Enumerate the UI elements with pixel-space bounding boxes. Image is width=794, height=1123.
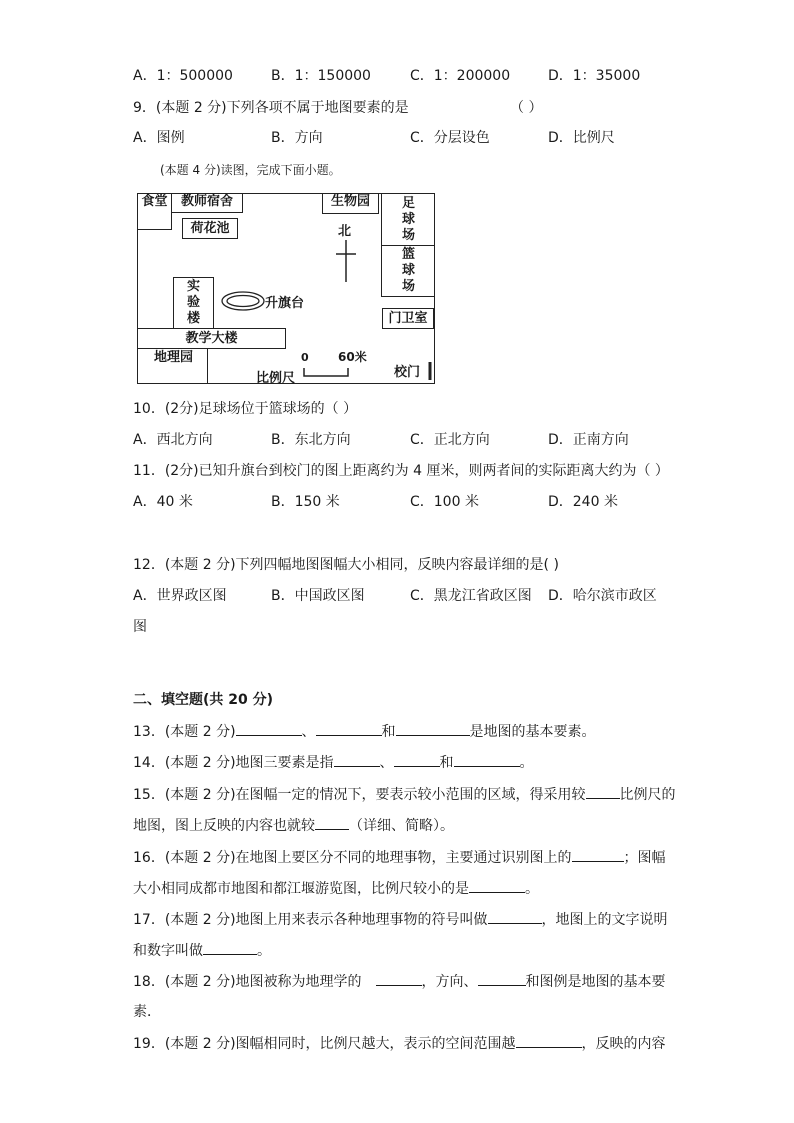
- q13-blank-2[interactable]: [316, 721, 382, 736]
- q9-option-a: A．图例: [133, 130, 185, 146]
- q16-prefix: 16．(本题 2 分)在地图上要区分不同的地理事物，主要通过识别图上的: [133, 850, 572, 866]
- q17-prefix: 17．(本题 2 分)地图上用来表示各种地理事物的符号叫做: [133, 912, 488, 928]
- q19-blank-1[interactable]: [516, 1033, 582, 1048]
- scale-zero: 0: [301, 351, 309, 364]
- q18-blank-1[interactable]: [376, 971, 422, 986]
- map-football-char: 足: [401, 195, 415, 211]
- map-lab-char: 实: [186, 279, 200, 294]
- campus-map: [137, 193, 435, 384]
- map-dorm-label: 教师宿舍: [180, 194, 233, 209]
- map-teaching-building: [138, 328, 286, 349]
- q15-blank-2[interactable]: [315, 815, 349, 830]
- q16-line-2: [133, 878, 539, 899]
- map-north-label: 北: [338, 224, 352, 239]
- map-basketball-char: 球: [401, 263, 415, 278]
- q12-option-d-wrap: 图: [133, 619, 147, 635]
- q17-line2-end: 。: [257, 943, 271, 959]
- q15-line-2: [133, 815, 454, 836]
- q19-line-1: [133, 1033, 666, 1054]
- q14-sep1: 、: [379, 755, 394, 771]
- q10-stem: 10．(2分)足球场位于篮球场的（ ）: [133, 401, 358, 417]
- scale-label: 比例尺: [256, 371, 296, 386]
- q17-mid: ，地图上的文字说明: [541, 912, 668, 928]
- q12-option-b: B．中国政区图: [271, 588, 365, 604]
- q18-line-1: [133, 971, 666, 992]
- flagstand-icon: [220, 290, 266, 312]
- map-football-char: 场: [401, 227, 415, 243]
- q15-prefix: 15．(本题 2 分)在图幅一定的情况下，要表示较小范围的区域，得采用较: [133, 787, 586, 803]
- q19-mid: ，反映的内容: [581, 1036, 666, 1052]
- north-arrow-icon: [334, 238, 358, 284]
- scale-value: 60米: [338, 350, 367, 364]
- q18-line-2: 素．: [133, 1004, 161, 1020]
- q9-option-b: B．方向: [271, 130, 323, 146]
- q16-blank-2[interactable]: [469, 878, 525, 893]
- q11-option-b: B．150 米: [271, 494, 340, 510]
- q10-option-a: A．西北方向: [133, 432, 213, 448]
- q14-end: 。: [519, 755, 534, 771]
- q9-option-d: D．比例尺: [548, 130, 615, 146]
- q8-option-a: A．1：500000: [133, 68, 233, 84]
- q15-line2-end: （详细、简略）。: [349, 818, 454, 834]
- q18-end: 和图例是地图的基本要: [525, 974, 666, 990]
- q16-blank-1[interactable]: [572, 847, 624, 862]
- q13-line: [133, 721, 596, 742]
- q13-sep1: 、: [301, 724, 316, 740]
- q17-line2-text: 和数字叫做: [133, 943, 203, 959]
- q10-option-b: B．东北方向: [271, 432, 351, 448]
- q16-line2-text: 大小相同成都市地图和都江堰游览图，比例尺较小的是: [133, 881, 469, 897]
- q13-blank-1[interactable]: [236, 721, 302, 736]
- q12-option-a: A．世界政区图: [133, 588, 227, 604]
- map-lotus-pond: [182, 218, 238, 239]
- q17-blank-1[interactable]: [488, 909, 542, 924]
- q11-option-a: A．40 米: [133, 494, 193, 510]
- map-lab-char: 验: [186, 295, 200, 310]
- map-basketball-court: [381, 245, 435, 297]
- q16-line-1: [133, 847, 666, 868]
- q13-sep2: 和: [381, 724, 396, 740]
- q14-blank-3[interactable]: [454, 752, 520, 767]
- q14-sep2: 和: [439, 755, 454, 771]
- q16-mid: ；图幅: [623, 850, 666, 866]
- map-gate-room-label: 门卫室: [388, 311, 428, 326]
- q8-option-b: B．1：150000: [271, 68, 371, 84]
- map-lotus-label: 荷花池: [190, 221, 230, 236]
- section2-title: 二、填空题(共 20 分): [133, 692, 274, 708]
- q11-stem: 11．(2分)已知升旗台到校门的图上距离约为 4 厘米，则两者间的实际距离大约为（ ）: [133, 463, 669, 479]
- q8-option-d: D．1：35000: [548, 68, 641, 84]
- q9-stem: 9．(本题 2 分)下列各项不属于地图要素的是: [133, 100, 409, 116]
- q10-option-d: D．正南方向: [548, 432, 629, 448]
- q15-mid: 比例尺的: [619, 787, 676, 803]
- q9-paren: （ ）: [510, 100, 543, 116]
- map-school-gate-label: 校门: [394, 365, 421, 380]
- q11-option-c: C．100 米: [410, 494, 479, 510]
- map-canteen-label: 食堂: [141, 194, 168, 209]
- q18-prefix: 18．(本题 2 分)地图被称为地理学的: [133, 974, 362, 990]
- q14-blank-2[interactable]: [394, 752, 440, 767]
- q15-line-1: [133, 784, 676, 805]
- map-biogarden-label: 生物园: [330, 194, 370, 209]
- q12-stem: 12．(本题 2 分)下列四幅地图图幅大小相同，反映内容最详细的是( ): [133, 557, 559, 573]
- q16-line2-end: 。: [525, 881, 539, 897]
- q14-prefix: 14．(本题 2 分)地图三要素是指: [133, 755, 334, 771]
- q8-option-c: C．1：200000: [410, 68, 511, 84]
- map-teacher-dorm: [171, 194, 243, 213]
- q14-line: [133, 752, 534, 773]
- map-geo-garden: [138, 348, 208, 384]
- q18-mid: ，方向、: [421, 974, 478, 990]
- map-football-char: 球: [401, 211, 415, 227]
- map-lab-char: 楼: [186, 311, 200, 326]
- map-football-field: [381, 194, 435, 246]
- q9-option-c: C．分层设色: [410, 130, 490, 146]
- map-bio-garden: [322, 194, 379, 214]
- q19-prefix: 19．(本题 2 分)图幅相同时，比例尺越大，表示的空间范围越: [133, 1036, 516, 1052]
- gate-bracket-icon: [424, 358, 434, 384]
- q17-line-1: [133, 909, 668, 930]
- q10-option-c: C．正北方向: [410, 432, 490, 448]
- map-gate-room: [382, 308, 434, 329]
- q15-blank-1[interactable]: [586, 784, 620, 799]
- q13-blank-3[interactable]: [396, 721, 470, 736]
- map-flagstand-label: 升旗台: [265, 296, 305, 311]
- q12-option-d: D．哈尔滨市政区: [548, 588, 657, 604]
- map-teaching-label: 教学大楼: [185, 331, 238, 346]
- q17-line-2: [133, 940, 271, 961]
- q15-line2-text: 地图，图上反映的内容也就较: [133, 818, 315, 834]
- q18-blank-2[interactable]: [478, 971, 526, 986]
- map-lab-building: [173, 277, 214, 329]
- q13-prefix: 13．(本题 2 分): [133, 724, 236, 740]
- map-basketball-char: 篮: [401, 247, 415, 262]
- q12-option-c: C．黑龙江省政区图: [410, 588, 532, 604]
- reading-intro: (本题 4 分)读图，完成下面小题。: [160, 163, 341, 177]
- map-basketball-char: 场: [401, 279, 415, 294]
- map-canteen: [138, 194, 172, 230]
- q13-end: 是地图的基本要素。: [469, 724, 596, 740]
- q17-blank-2[interactable]: [203, 940, 257, 955]
- map-geo-garden-label: 地理园: [154, 350, 194, 365]
- q11-option-d: D．240 米: [548, 494, 618, 510]
- q14-blank-1[interactable]: [334, 752, 380, 767]
- scale-bar-icon: [302, 366, 352, 378]
